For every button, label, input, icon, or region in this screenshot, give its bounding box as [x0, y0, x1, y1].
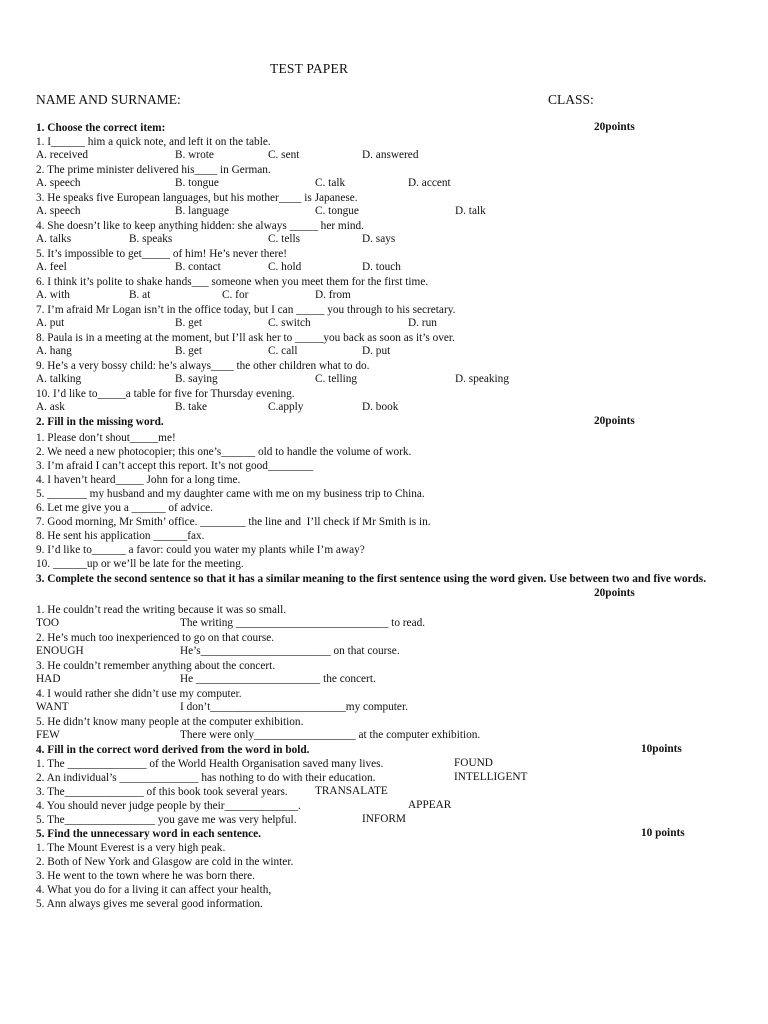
rewrite-sentence: The writing ___________________________ to read.: [180, 617, 426, 629]
derive-sentence: 3. The______________ of this book took several years.: [36, 786, 288, 798]
unnecessary-word-sentence: 2. Both of New York and Glasgow are cold in the winter.: [36, 856, 294, 868]
key-word: HAD: [36, 673, 61, 685]
section-4-heading: 4. Fill in the correct word derived from the word in bold.: [36, 744, 310, 756]
derive-sentence: 1. The ______________ of the World Health Organisation saved many lives.: [36, 758, 384, 770]
key-word: ENOUGH: [36, 645, 84, 657]
question-text: 8. Paula is in a meeting at the moment, but I’ll ask her to _____you back as soon as it’s over.: [36, 332, 455, 344]
option-b: B. speaks: [129, 233, 173, 245]
rewrite-sentence: I don’t________________________my computer.: [180, 701, 408, 713]
option-b: B. get: [175, 345, 202, 357]
key-word: FEW: [36, 729, 60, 741]
fill-line: 1. Please don’t shout_____me!: [36, 432, 176, 444]
fill-line: 5. _______ my husband and my daughter came with me on my business trip to China.: [36, 488, 425, 500]
option-c: C. telling: [315, 373, 358, 385]
option-a: A. feel: [36, 261, 67, 273]
option-a: A. speech: [36, 177, 81, 189]
class-label: CLASS:: [548, 92, 594, 107]
question-text: 1. I______ him a quick note, and left it on the table.: [36, 136, 271, 148]
original-sentence: 1. He couldn’t read the writing because it was so small.: [36, 604, 287, 616]
rewrite-sentence: There were only__________________ at the computer exhibition.: [180, 729, 481, 741]
base-word: TRANSALATE: [315, 785, 388, 797]
derive-sentence: 2. An individual’s ______________ has nothing to do with their education.: [36, 772, 376, 784]
option-a: A. received: [36, 149, 89, 161]
option-c: C.apply: [268, 401, 304, 413]
original-sentence: 3. He couldn’t remember anything about the concert.: [36, 660, 276, 672]
rewrite-sentence: He ______________________ the concert.: [180, 673, 376, 685]
option-b: B. wrote: [175, 149, 214, 161]
original-sentence: 2. He’s much too inexperienced to go on that course.: [36, 632, 275, 644]
section-3-heading: 3. Complete the second sentence so that it has a similar meaning to the first sentence using the word given. Use between two and five words.: [36, 573, 707, 585]
option-c: C. call: [268, 345, 298, 357]
option-d: D. run: [408, 317, 437, 329]
original-sentence: 4. I would rather she didn’t use my computer.: [36, 688, 242, 700]
option-a: A. talking: [36, 373, 82, 385]
option-a: A. speech: [36, 205, 81, 217]
unnecessary-word-sentence: 1. The Mount Everest is a very high peak.: [36, 842, 226, 854]
option-d: D. talk: [455, 205, 486, 217]
question-text: 7. I’m afraid Mr Logan isn’t in the office today, but I can _____ you through to his secretary.: [36, 304, 456, 316]
option-a: A. put: [36, 317, 65, 329]
key-word: TOO: [36, 617, 60, 629]
section-3-points: 20points: [594, 587, 635, 599]
section-2-points: 20points: [594, 415, 635, 427]
option-a: A. ask: [36, 401, 65, 413]
name-surname-label: NAME AND SURNAME:: [36, 92, 181, 107]
section-2-heading: 2. Fill in the missing word.: [36, 416, 164, 428]
section-1-points: 20points: [594, 121, 635, 133]
fill-line: 4. I haven’t heard_____ John for a long time.: [36, 474, 241, 486]
key-word: WANT: [36, 701, 69, 713]
section-5-heading: 5. Find the unnecessary word in each sentence.: [36, 828, 261, 840]
fill-line: 9. I’d like to______ a favor: could you water my plants while I’m away?: [36, 544, 365, 556]
unnecessary-word-sentence: 4. What you do for a living it can affect your health,: [36, 884, 272, 896]
option-c: C. switch: [268, 317, 311, 329]
question-text: 4. She doesn’t like to keep anything hidden: she always _____ her mind.: [36, 220, 364, 232]
option-d: D. speaking: [455, 373, 509, 385]
question-text: 3. He speaks five European languages, but his mother____ is Japanese.: [36, 192, 358, 204]
option-d: D. put: [362, 345, 391, 357]
unnecessary-word-sentence: 5. Ann always gives me several good information.: [36, 898, 263, 910]
option-b: B. take: [175, 401, 207, 413]
option-b: B. tongue: [175, 177, 219, 189]
option-b: B. at: [129, 289, 151, 301]
rewrite-sentence: He’s_______________________ on that course.: [180, 645, 400, 657]
option-c: C. sent: [268, 149, 300, 161]
fill-line: 2. We need a new photocopier; this one’s______ old to handle the volume of work.: [36, 446, 412, 458]
option-c: C. for: [222, 289, 249, 301]
original-sentence: 5. He didn’t know many people at the computer exhibition.: [36, 716, 304, 728]
question-text: 10. I’d like to_____a table for five for Thursday evening.: [36, 388, 295, 400]
option-d: D. book: [362, 401, 399, 413]
option-c: C. tongue: [315, 205, 359, 217]
option-c: C. tells: [268, 233, 301, 245]
option-b: B. saying: [175, 373, 218, 385]
fill-line: 10. ______up or we’ll be late for the meeting.: [36, 558, 244, 570]
page-title: TEST PAPER: [270, 61, 349, 76]
option-c: C. talk: [315, 177, 346, 189]
option-c: C. hold: [268, 261, 302, 273]
fill-line: 8. He sent his application ______fax.: [36, 530, 205, 542]
base-word: FOUND: [454, 757, 493, 769]
option-d: D. answered: [362, 149, 419, 161]
option-b: B. contact: [175, 261, 221, 273]
option-b: B. get: [175, 317, 202, 329]
base-word: INFORM: [362, 813, 406, 825]
fill-line: 3. I’m afraid I can’t accept this report. It’s not good________: [36, 460, 314, 472]
question-text: 2. The prime minister delivered his____ in German.: [36, 164, 271, 176]
option-d: D. says: [362, 233, 396, 245]
option-a: A. talks: [36, 233, 72, 245]
fill-line: 6. Let me give you a ______ of advice.: [36, 502, 213, 514]
section-1-heading: 1. Choose the correct item:: [36, 122, 166, 134]
question-text: 6. I think it’s polite to shake hands___ someone when you meet them for the first time.: [36, 276, 429, 288]
derive-sentence: 4. You should never judge people by their_____________.: [36, 800, 301, 812]
section-5-points: 10 points: [641, 827, 685, 839]
section-4-points: 10points: [641, 743, 682, 755]
fill-line: 7. Good morning, Mr Smith’ office. ________ the line and I’ll check if Mr Smith is in.: [36, 516, 431, 528]
option-b: B. language: [175, 205, 229, 217]
option-d: D. from: [315, 289, 351, 301]
option-d: D. accent: [408, 177, 451, 189]
base-word: APPEAR: [408, 799, 452, 811]
question-text: 9. He’s a very bossy child: he’s always____ the other children what to do.: [36, 360, 370, 372]
unnecessary-word-sentence: 3. He went to the town where he was born there.: [36, 870, 255, 882]
option-a: A. hang: [36, 345, 72, 357]
option-a: A. with: [36, 289, 70, 301]
question-text: 5. It’s impossible to get_____ of him! He’s never there!: [36, 248, 287, 260]
derive-sentence: 5. The________________ you gave me was very helpful.: [36, 814, 297, 826]
option-d: D. touch: [362, 261, 401, 273]
base-word: INTELLIGENT: [454, 771, 528, 783]
